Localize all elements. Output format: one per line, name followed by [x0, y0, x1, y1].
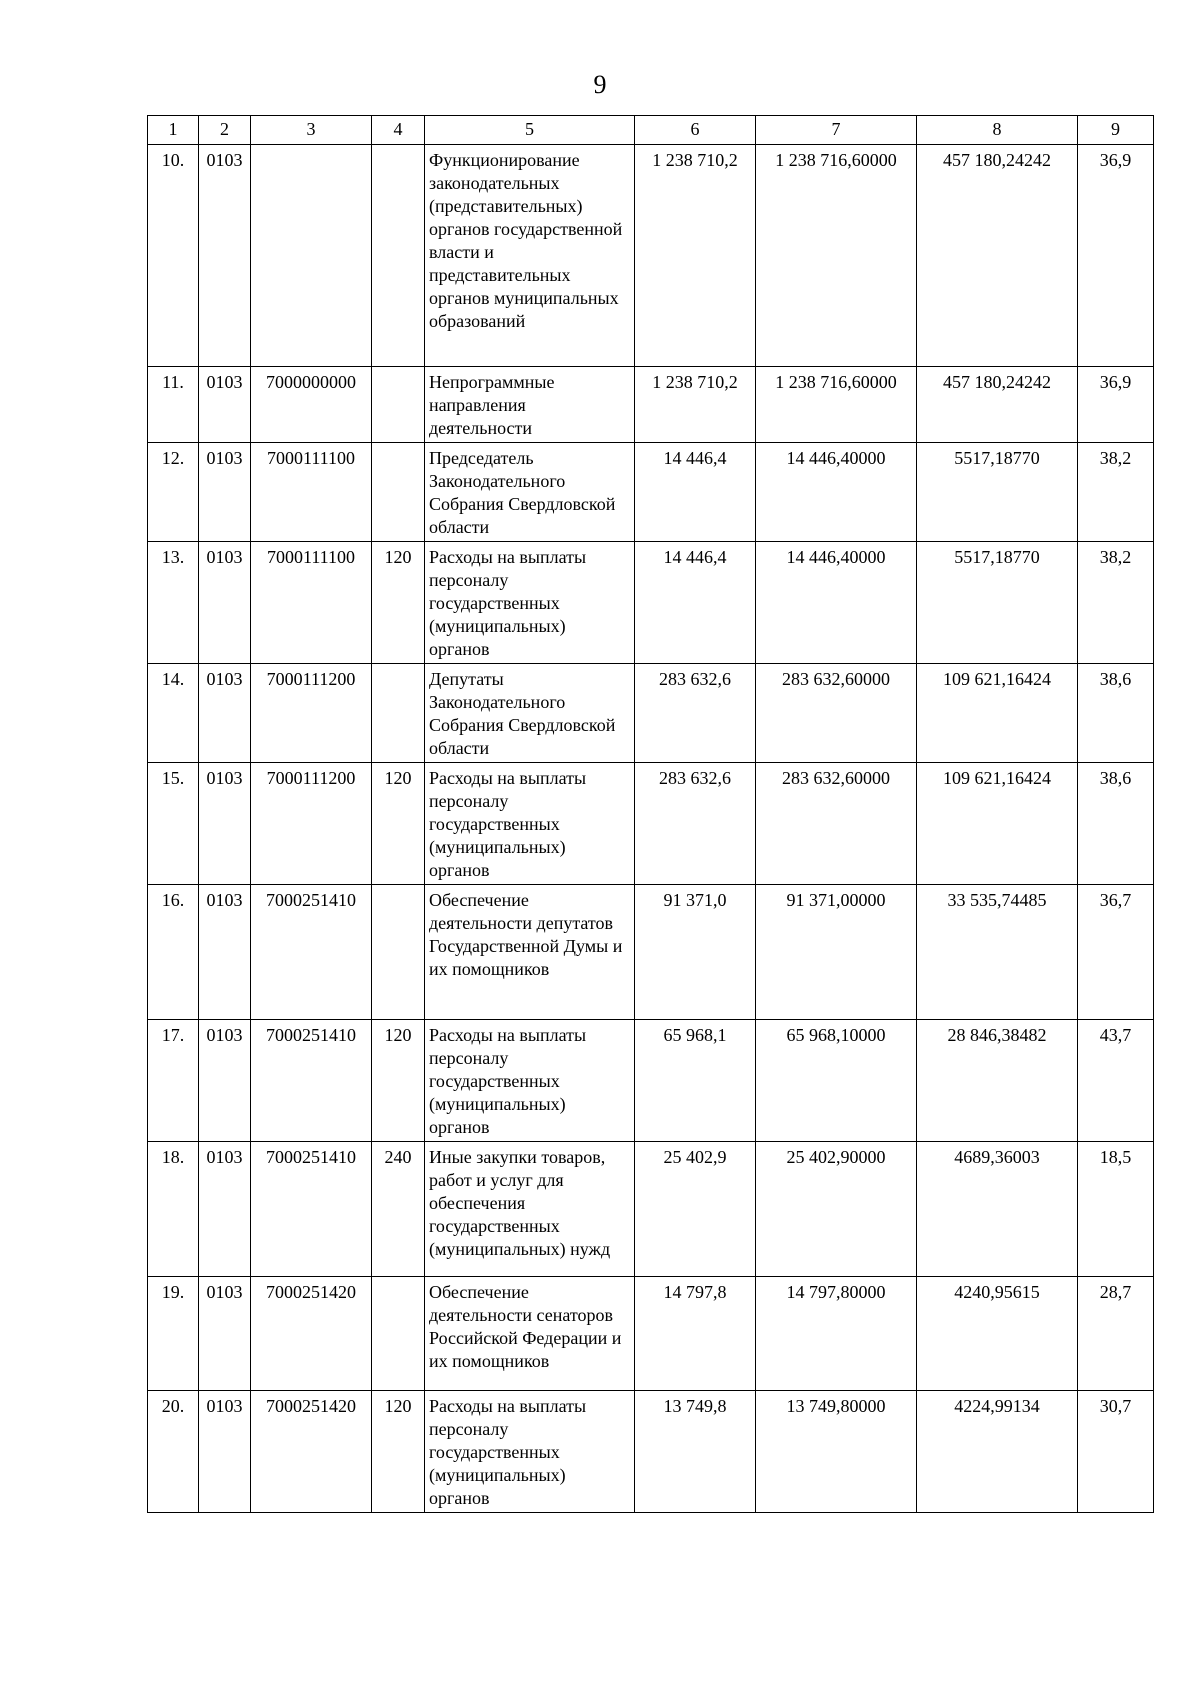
row-number-cell: 15. [148, 763, 199, 885]
executed-amount-cell: 4689,36003 [917, 1142, 1078, 1277]
expense-type-cell [372, 885, 425, 1020]
adjusted-amount-cell: 65 968,10000 [756, 1020, 917, 1142]
item-name-cell: Непрограммные направления деятельности [425, 367, 635, 443]
section-code-cell: 0103 [199, 1020, 251, 1142]
plan-amount-cell: 283 632,6 [635, 664, 756, 763]
adjusted-amount-cell: 1 238 716,60000 [756, 367, 917, 443]
table-row [148, 1391, 1154, 1513]
section-code-cell: 0103 [199, 1391, 251, 1513]
item-name-cell: Расходы на выплаты персоналу государственных (муниципальных) органов [425, 542, 635, 664]
executed-amount-cell: 33 535,74485 [917, 885, 1078, 1020]
table-row [148, 885, 1154, 1020]
adjusted-amount-cell: 283 632,60000 [756, 664, 917, 763]
target-code-cell: 7000251410 [251, 1142, 372, 1277]
column-header-3: 3 [251, 116, 372, 145]
header-row [148, 116, 1154, 145]
table-header [148, 116, 1154, 145]
section-code-cell: 0103 [199, 1142, 251, 1277]
percent-cell: 30,7 [1078, 1391, 1154, 1513]
row-number-cell: 13. [148, 542, 199, 664]
section-code-cell: 0103 [199, 664, 251, 763]
row-number-cell: 11. [148, 367, 199, 443]
table-row [148, 1277, 1154, 1391]
row-number-cell: 16. [148, 885, 199, 1020]
section-code-cell: 0103 [199, 443, 251, 542]
column-header-8: 8 [917, 116, 1078, 145]
table-row [148, 367, 1154, 443]
percent-cell: 36,7 [1078, 885, 1154, 1020]
row-number-cell: 17. [148, 1020, 199, 1142]
target-code-cell [251, 145, 372, 367]
expense-type-cell [372, 664, 425, 763]
adjusted-amount-cell: 14 797,80000 [756, 1277, 917, 1391]
row-number-cell: 20. [148, 1391, 199, 1513]
row-number-cell: 14. [148, 664, 199, 763]
adjusted-amount-cell: 91 371,00000 [756, 885, 917, 1020]
item-name-cell: Обеспечение деятельности депутатов Государственной Думы и их помощников [425, 885, 635, 1020]
expense-type-cell: 120 [372, 542, 425, 664]
percent-cell: 28,7 [1078, 1277, 1154, 1391]
target-code-cell: 7000251420 [251, 1391, 372, 1513]
table-row [148, 542, 1154, 664]
expense-type-cell [372, 443, 425, 542]
section-code-cell: 0103 [199, 367, 251, 443]
percent-cell: 43,7 [1078, 1020, 1154, 1142]
plan-amount-cell: 91 371,0 [635, 885, 756, 1020]
percent-cell: 18,5 [1078, 1142, 1154, 1277]
table-row [148, 1142, 1154, 1277]
section-code-cell: 0103 [199, 885, 251, 1020]
plan-amount-cell: 14 446,4 [635, 542, 756, 664]
table-body [148, 145, 1154, 1513]
expense-type-cell: 120 [372, 1391, 425, 1513]
item-name-cell: Иные закупки товаров, работ и услуг для обеспечения государственных (муниципальных) нужд [425, 1142, 635, 1277]
adjusted-amount-cell: 1 238 716,60000 [756, 145, 917, 367]
row-number-cell: 18. [148, 1142, 199, 1277]
executed-amount-cell: 4224,99134 [917, 1391, 1078, 1513]
plan-amount-cell: 65 968,1 [635, 1020, 756, 1142]
table-row [148, 443, 1154, 542]
table-row [148, 145, 1154, 367]
plan-amount-cell: 13 749,8 [635, 1391, 756, 1513]
table-row [148, 763, 1154, 885]
percent-cell: 36,9 [1078, 367, 1154, 443]
item-name-cell: Расходы на выплаты персоналу государственных (муниципальных) органов [425, 763, 635, 885]
expense-type-cell [372, 1277, 425, 1391]
section-code-cell: 0103 [199, 542, 251, 664]
section-code-cell: 0103 [199, 763, 251, 885]
executed-amount-cell: 457 180,24242 [917, 367, 1078, 443]
column-header-7: 7 [756, 116, 917, 145]
column-header-9: 9 [1078, 116, 1154, 145]
item-name-cell: Председатель Законодательного Собрания Свердловской области [425, 443, 635, 542]
plan-amount-cell: 14 797,8 [635, 1277, 756, 1391]
executed-amount-cell: 109 621,16424 [917, 763, 1078, 885]
table-row [148, 664, 1154, 763]
item-name-cell: Депутаты Законодательного Собрания Свердловской области [425, 664, 635, 763]
target-code-cell: 7000111200 [251, 664, 372, 763]
plan-amount-cell: 1 238 710,2 [635, 367, 756, 443]
percent-cell: 38,6 [1078, 664, 1154, 763]
target-code-cell: 7000111100 [251, 542, 372, 664]
expense-type-cell [372, 367, 425, 443]
target-code-cell: 7000251420 [251, 1277, 372, 1391]
row-number-cell: 19. [148, 1277, 199, 1391]
column-header-4: 4 [372, 116, 425, 145]
plan-amount-cell: 283 632,6 [635, 763, 756, 885]
section-code-cell: 0103 [199, 145, 251, 367]
expense-type-cell: 120 [372, 763, 425, 885]
column-header-2: 2 [199, 116, 251, 145]
adjusted-amount-cell: 14 446,40000 [756, 443, 917, 542]
percent-cell: 38,6 [1078, 763, 1154, 885]
plan-amount-cell: 25 402,9 [635, 1142, 756, 1277]
expense-type-cell [372, 145, 425, 367]
target-code-cell: 7000111200 [251, 763, 372, 885]
budget-table [147, 115, 1154, 1513]
adjusted-amount-cell: 25 402,90000 [756, 1142, 917, 1277]
item-name-cell: Обеспечение деятельности сенаторов Российской Федерации и их помощников [425, 1277, 635, 1391]
item-name-cell: Функционирование законодательных (представительных) органов государственной власти и представительных органов муниципальных образований [425, 145, 635, 367]
table-row [148, 1020, 1154, 1142]
target-code-cell: 7000111100 [251, 443, 372, 542]
executed-amount-cell: 5517,18770 [917, 443, 1078, 542]
executed-amount-cell: 109 621,16424 [917, 664, 1078, 763]
column-header-6: 6 [635, 116, 756, 145]
percent-cell: 38,2 [1078, 542, 1154, 664]
percent-cell: 36,9 [1078, 145, 1154, 367]
executed-amount-cell: 28 846,38482 [917, 1020, 1078, 1142]
executed-amount-cell: 457 180,24242 [917, 145, 1078, 367]
percent-cell: 38,2 [1078, 443, 1154, 542]
target-code-cell: 7000251410 [251, 1020, 372, 1142]
expense-type-cell: 120 [372, 1020, 425, 1142]
item-name-cell: Расходы на выплаты персоналу государственных (муниципальных) органов [425, 1391, 635, 1513]
adjusted-amount-cell: 13 749,80000 [756, 1391, 917, 1513]
target-code-cell: 7000000000 [251, 367, 372, 443]
adjusted-amount-cell: 283 632,60000 [756, 763, 917, 885]
adjusted-amount-cell: 14 446,40000 [756, 542, 917, 664]
row-number-cell: 10. [148, 145, 199, 367]
row-number-cell: 12. [148, 443, 199, 542]
page-number: 9 [593, 70, 607, 99]
plan-amount-cell: 1 238 710,2 [635, 145, 756, 367]
item-name-cell: Расходы на выплаты персоналу государственных (муниципальных) органов [425, 1020, 635, 1142]
target-code-cell: 7000251410 [251, 885, 372, 1020]
plan-amount-cell: 14 446,4 [635, 443, 756, 542]
section-code-cell: 0103 [199, 1277, 251, 1391]
column-header-5: 5 [425, 116, 635, 145]
expense-type-cell: 240 [372, 1142, 425, 1277]
executed-amount-cell: 4240,95615 [917, 1277, 1078, 1391]
column-header-1: 1 [148, 116, 199, 145]
executed-amount-cell: 5517,18770 [917, 542, 1078, 664]
